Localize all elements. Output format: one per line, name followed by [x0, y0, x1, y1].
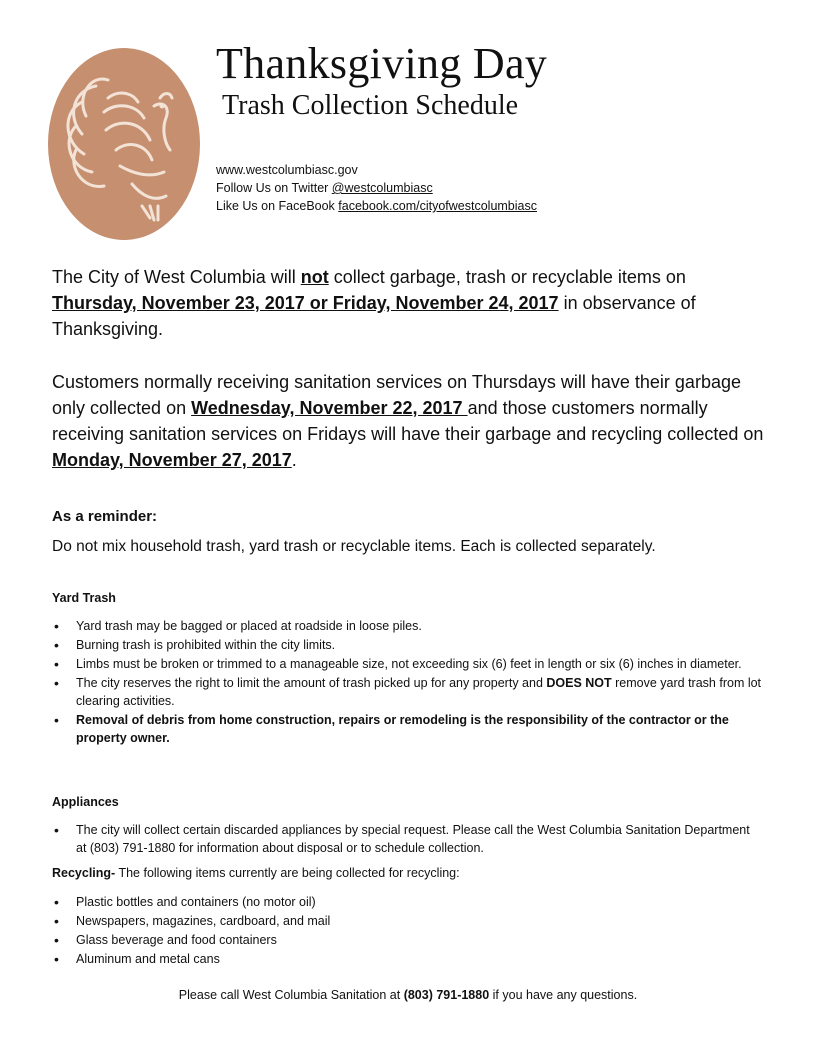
notice-text: in observance of Thanksgiving. — [52, 293, 696, 339]
recycling-heading — [52, 866, 460, 880]
notice-emphasis-not: not — [300, 267, 329, 287]
list-item: • Aluminum and metal cans — [52, 950, 762, 968]
notice-date-wednesday: Wednesday, November 22, 2017 — [191, 398, 468, 418]
notice-text: . — [291, 450, 297, 470]
contact-info — [216, 161, 537, 215]
footer-phone: (803) 791-1880 — [403, 988, 490, 1002]
page-subtitle: Trash Collection Schedule — [222, 90, 519, 121]
twitter-line — [216, 179, 537, 197]
recycling-list — [52, 893, 762, 969]
list-item-text: The city reserves the right to limit the amount of trash picked up for any property and — [76, 676, 547, 690]
notice-text: collect garbage, trash or recyclable items on — [328, 267, 686, 287]
turkey-icon — [46, 46, 202, 242]
page-title: Thanksgiving Day — [216, 39, 548, 88]
footer-text: if you have any questions. — [489, 988, 638, 1002]
recycling-label: Recycling- — [52, 866, 116, 880]
yard-trash-list — [52, 617, 762, 748]
list-item: • Limbs must be broken or trimmed to a manageable size, not exceeding six (6) feet in length or six (6) inches in diameter. — [52, 655, 762, 673]
list-item-text: remove yard trash from lot clearing activities. — [76, 676, 762, 708]
yard-trash-heading: Yard Trash — [52, 591, 116, 605]
recycling-intro: The following items currently are being collected for recycling: — [115, 866, 460, 880]
facebook-line — [216, 197, 537, 215]
notice-dates: Thursday, November 23, 2017 or Friday, November 24, 2017 — [52, 293, 559, 313]
list-item: • The city will collect certain discarded appliances by special request. Please call the West Columbia Sanitation Department at (803) 791-1880 for information about disposal or to schedule collection. — [52, 821, 762, 857]
list-item — [52, 711, 762, 747]
list-item: • Newspapers, magazines, cardboard, and mail — [52, 912, 762, 930]
footer-text: Please call West Columbia Sanitation at — [178, 988, 404, 1002]
notice-paragraph-1 — [52, 264, 772, 342]
reminder-heading: As a reminder: — [52, 508, 158, 525]
list-item: • Plastic bottles and containers (no motor oil) — [52, 893, 762, 911]
list-item: • Glass beverage and food containers — [52, 931, 762, 949]
list-item-emphasis: DOES NOT — [546, 676, 612, 690]
reminder-text: Do not mix household trash, yard trash or recyclable items. Each is collected separately. — [52, 538, 656, 555]
facebook-link[interactable]: facebook.com/cityofwestcolumbiasc — [338, 199, 537, 213]
footer-note — [0, 988, 816, 1002]
twitter-label: Follow Us on Twitter — [216, 181, 332, 195]
facebook-label: Like Us on FaceBook — [216, 199, 339, 213]
notice-paragraph-2 — [52, 369, 772, 473]
notice-text: The City of West Columbia will — [52, 267, 301, 287]
list-item — [52, 674, 762, 710]
notice-text: and those customers normally receiving sanitation services on Fridays will have their garbage and recycling collected on — [52, 398, 764, 444]
notice-date-monday: Monday, November 27, 2017 — [52, 450, 292, 470]
list-item: • Yard trash may be bagged or placed at roadside in loose piles. — [52, 617, 762, 635]
twitter-link[interactable]: @westcolumbiasc — [331, 181, 433, 195]
appliances-heading: Appliances — [52, 795, 119, 809]
appliances-list — [52, 821, 762, 858]
list-item: • Burning trash is prohibited within the city limits. — [52, 636, 762, 654]
website-link[interactable]: www.westcolumbiasc.gov — [216, 163, 358, 177]
list-item-bold-text: Removal of debris from home construction, repairs or remodeling is the responsibility of the contractor or the property owner. — [76, 713, 729, 745]
notice-text: Customers normally receiving sanitation services on Thursdays will have their garbage only collected on — [52, 372, 741, 418]
